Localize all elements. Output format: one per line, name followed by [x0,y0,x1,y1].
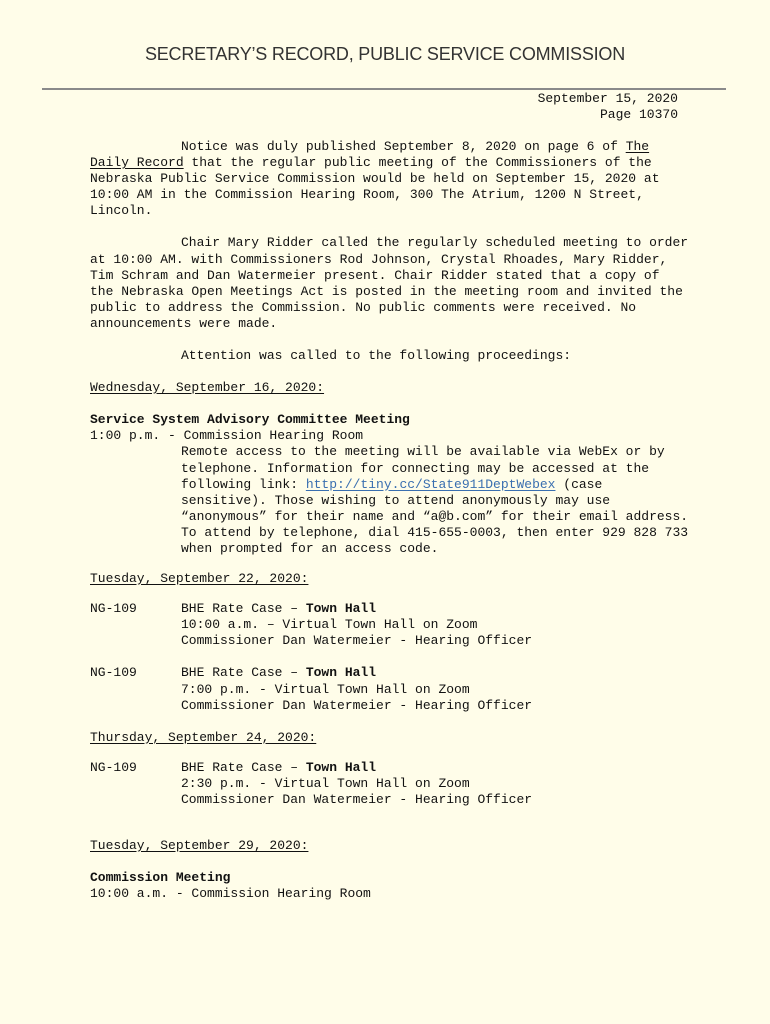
section-date-heading: Thursday, September 24, 2020: [90,729,317,745]
section-sep24 [90,730,690,808]
hearing-officer: Commissioner Dan Watermeier - Hearing Officer [181,792,533,807]
meeting-title: Service System Advisory Committee Meeting [90,412,410,428]
section-sep29 [90,838,690,902]
page-number: Page 10370 [599,107,678,122]
docket-number: NG-109 [90,601,137,617]
docket-number: NG-109 [90,665,137,681]
event-type: Town Hall [305,601,377,617]
event-time: 10:00 a.m. – Virtual Town Hall on Zoom [181,617,478,633]
event-time: 7:00 p.m. - Virtual Town Hall on Zoom [181,681,470,697]
event-type: Town Hall [305,759,377,775]
document-body [90,139,690,902]
remote-access-note [90,444,690,557]
proceeding-entry [90,601,690,649]
case-name: BHE Rate Case – [181,665,306,681]
docket-number: NG-109 [90,759,137,775]
section-sep16 [90,380,690,557]
section-sep22 [90,571,690,714]
webex-link[interactable]: http://tiny.cc/State911DeptWebex [305,476,556,492]
page-title: SECRETARY’S RECORD, PUBLIC SERVICE COMMISSION [144,44,626,64]
record-header [538,91,678,123]
proceeding-entry [90,760,690,808]
case-name: BHE Rate Case – [181,759,306,775]
notice-text-end: that the regular public meeting of the Commissioners of the Nebraska Public Service Commission would be held on September 15, 2020 at 10:00 AM in the Commission Hearing Room, 300 The Atrium, 1200 N Street, Lincoln. [90,155,660,219]
hearing-officer: Commissioner Dan Watermeier - Hearing Officer [181,633,533,649]
record-date: September 15, 2020 [537,91,678,106]
case-name: BHE Rate Case – [181,601,306,617]
remote-access-instructions: (case sensitive). Those wishing to attend anonymously may use “anonymous” for their name and “a@b.com” for their email address. To attend by telephone, dial 415-655-0003, then enter 929 828 733 when prompted for an access code. [181,476,689,556]
section-date-heading: Tuesday, September 29, 2020: [90,838,309,854]
attention-paragraph: Attention was called to the following proceedings: [181,348,572,364]
notice-text-start: Notice was duly published September 8, 2020 on page 6 of [181,139,626,154]
notice-paragraph [90,139,690,219]
event-time: 2:30 p.m. - Virtual Town Hall on Zoom [181,775,470,791]
title-divider [42,88,726,90]
event-type: Town Hall [305,665,377,681]
remote-access-text: Remote access to the meeting will be available via WebEx or by telephone. Information for connecting may be accessed at the following link: [181,444,665,492]
meeting-time: 10:00 a.m. - Commission Hearing Room [90,886,371,902]
call-to-order-paragraph: Chair Mary Ridder called the regularly scheduled meeting to order at 10:00 AM. with Commissioners Rod Johnson, Crystal Rhoades, Mary Ridder, Tim Schram and Dan Watermeier present. Chair Ridder stated that a copy of the Nebraska Open Meetings Act is posted in the meeting room and invited the public to address the Commission. No public comments were received. No announcements were made. [90,235,689,331]
meeting-title: Commission Meeting [90,870,231,886]
publication-name: The Daily Record [90,139,650,171]
meeting-time: 1:00 p.m. - Commission Hearing Room [90,428,364,444]
hearing-officer: Commissioner Dan Watermeier - Hearing Officer [181,697,533,713]
section-date-heading: Wednesday, September 16, 2020: [90,380,325,396]
proceeding-entry [90,665,690,713]
section-date-heading: Tuesday, September 22, 2020: [90,571,309,587]
